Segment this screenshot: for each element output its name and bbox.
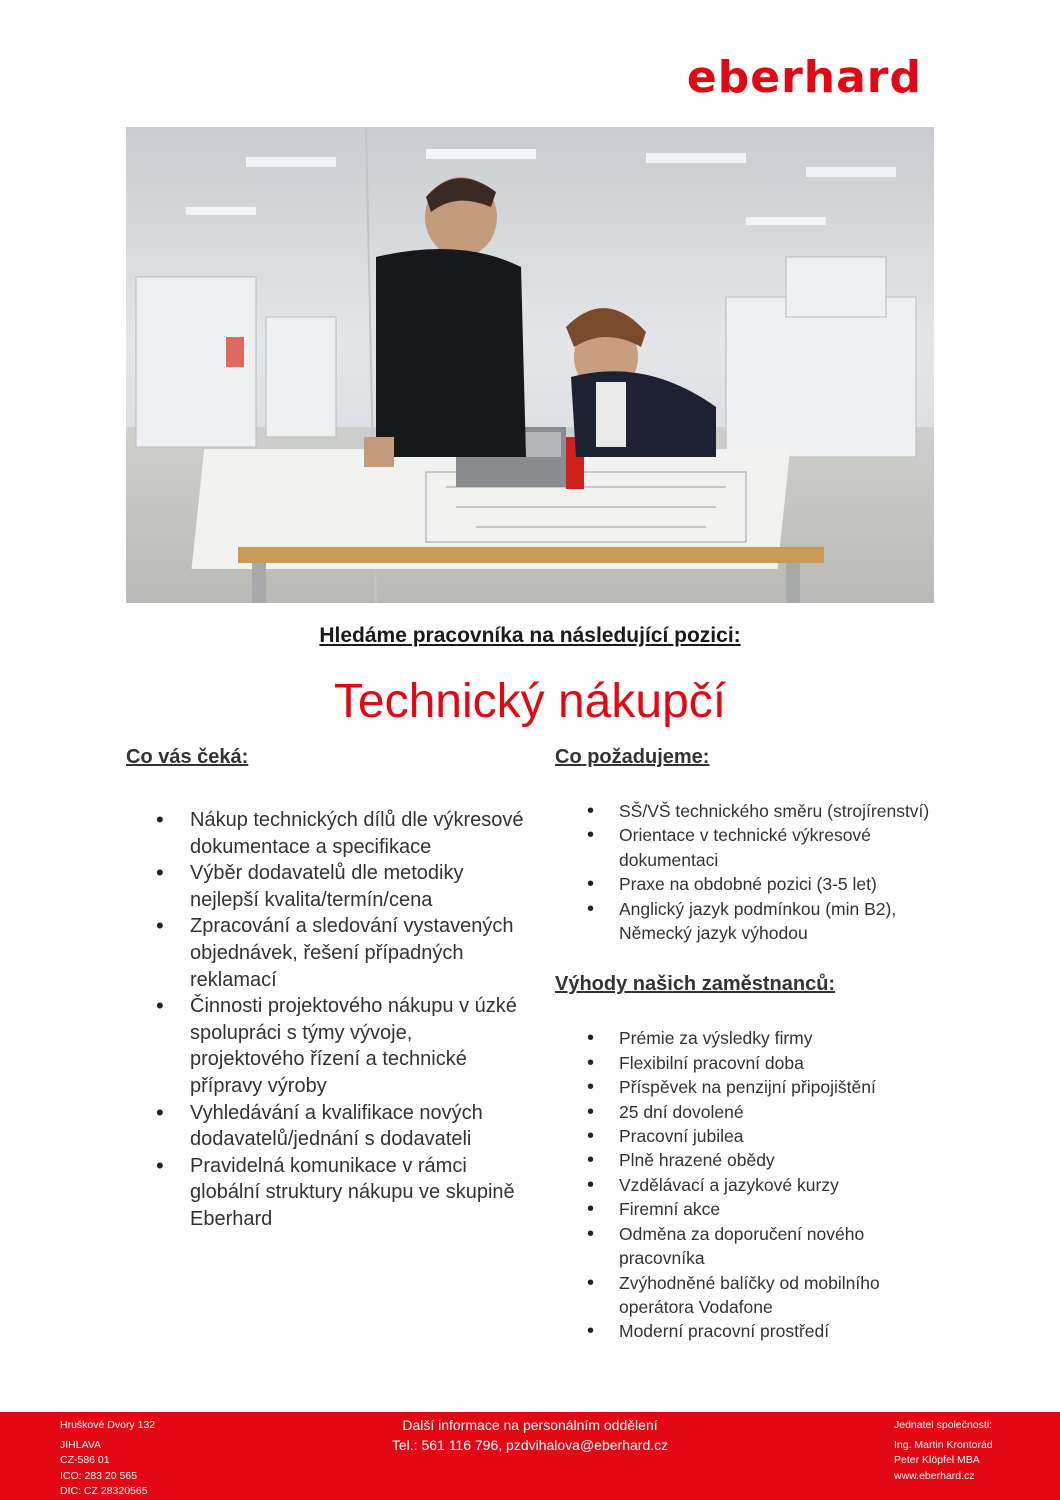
eberhard-logo: eberhard — [686, 52, 922, 103]
list-item: • Orientace v technické výkresové dokumentaci — [555, 823, 935, 872]
list-item: • Činnosti projektového nákupu v úzké spolupráci s týmy vývoje, projektového řízení a technické přípravy výroby — [126, 993, 526, 1099]
list-item: • Výběr dodavatelů dle metodiky nejlepší kvalita/termín/cena — [126, 860, 526, 913]
page-subtitle: Hledáme pracovníka na následující pozici: — [319, 624, 741, 647]
right-column — [555, 746, 935, 1344]
list-item: • Moderní pracovní prostředí — [555, 1319, 935, 1343]
list-item: • Pravidelná komunikace v rámci globální struktury nákupu ve skupině Eberhard — [126, 1153, 526, 1233]
address-zip: CZ-586 01 — [60, 1454, 110, 1466]
contact-line1: Další informace na personálním oddělení — [402, 1417, 658, 1433]
management-heading: Jednatel společnosti: — [894, 1419, 993, 1431]
footer — [0, 1412, 1060, 1500]
benefits-list — [555, 1026, 935, 1343]
list-item: • Zvýhodněné balíčky od mobilního operátora Vodafone — [555, 1271, 935, 1320]
website-link[interactable]: www.eberhard.cz — [894, 1469, 975, 1482]
list-item: • Vzdělávací a jazykové kurzy — [555, 1173, 935, 1197]
list-item: • Anglický jazyk podmínkou (min B2), Německý jazyk výhodou — [555, 897, 935, 946]
management-name1: Ing. Martin Krontorád — [894, 1438, 993, 1451]
contact-line2[interactable]: Tel.: 561 116 796, pzdvihalova@eberhard.cz — [391, 1437, 669, 1453]
address-street: Hruškové Dvory 132 — [60, 1419, 156, 1431]
requirements-list — [555, 799, 935, 945]
list-item: • Praxe na obdobné pozici (3-5 let) — [555, 872, 935, 896]
list-item: • SŠ/VŠ technického směru (strojírenství) — [555, 799, 935, 823]
benefits-heading: Výhody našich zaměstnanců: — [555, 973, 836, 996]
list-item: • Vyhledávání a kvalifikace nových dodavatelů/jednání s dodavateli — [126, 1100, 526, 1153]
list-item: • Zpracování a sledování vystavených objednávek, řešení případných reklamací — [126, 913, 526, 993]
address-ico: ICO: 283 20 565 — [60, 1469, 138, 1482]
duties-list — [126, 807, 526, 1233]
footer-management — [894, 1418, 993, 1484]
list-item: • Odměna za doporučení nového pracovníka — [555, 1222, 935, 1271]
list-item: • Příspěvek na penzijní připojištění — [555, 1075, 935, 1099]
requirements-heading: Co požadujeme: — [555, 746, 710, 768]
management-name2: Peter Klöpfel MBA — [894, 1454, 980, 1466]
hero-photo — [126, 127, 934, 603]
factory-photo-icon — [126, 127, 934, 603]
list-item: • Firemní akce — [555, 1197, 935, 1221]
address-dic: DIC: CZ 28320565 — [60, 1485, 148, 1497]
list-item: • Plně hrazené obědy — [555, 1148, 935, 1172]
duties-heading: Co vás čeká: — [126, 746, 249, 768]
left-column — [126, 746, 526, 1233]
list-item: • Pracovní jubilea — [555, 1124, 935, 1148]
job-title: Technický nákupčí — [333, 675, 727, 728]
list-item: • 25 dní dovolené — [555, 1100, 935, 1124]
list-item: • Prémie za výsledky firmy — [555, 1026, 935, 1050]
list-item: • Nákup technických dílů dle výkresové dokumentace a specifikace — [126, 807, 526, 860]
list-item: • Flexibilní pracovní doba — [555, 1051, 935, 1075]
address-city: JIHLAVA — [60, 1438, 102, 1451]
